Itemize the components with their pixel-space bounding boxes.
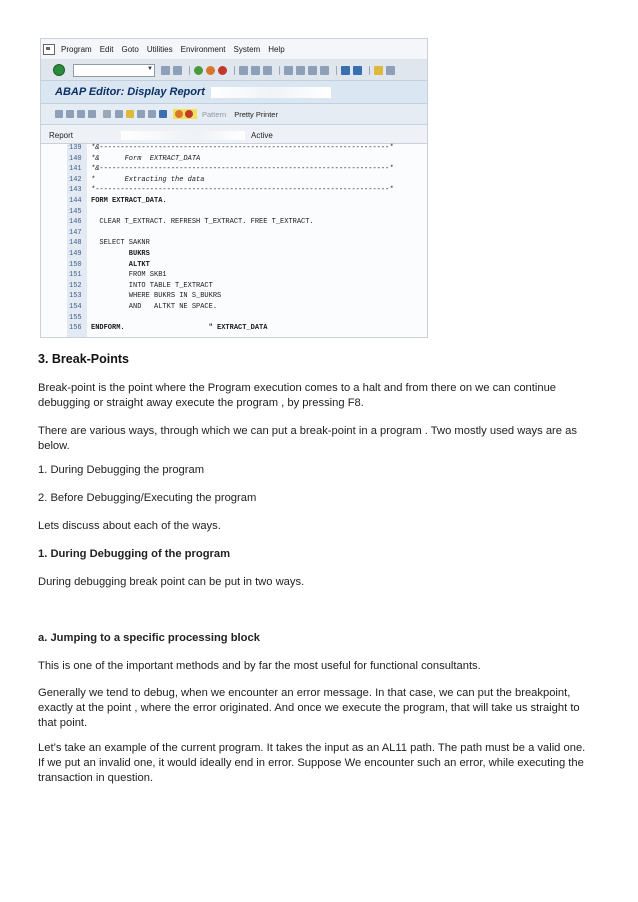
- screen-title: ABAP Editor: Display Report: [55, 86, 205, 98]
- code-line[interactable]: [41, 229, 427, 240]
- menu-edit[interactable]: Edit: [99, 44, 114, 54]
- line-number: 141: [67, 165, 87, 173]
- code-text: *& Form EXTRACT_DATA: [91, 154, 201, 163]
- report-status: Active: [251, 130, 273, 140]
- line-number: 148: [67, 239, 87, 247]
- paragraph-discuss: Lets discuss about each of the ways.: [38, 520, 221, 532]
- display-change-icon[interactable]: [55, 110, 63, 118]
- line-number: 139: [67, 144, 87, 152]
- next-page-icon[interactable]: [308, 66, 317, 75]
- help-icon[interactable]: [374, 66, 383, 75]
- list-item-before: 2. Before Debugging/Executing the program: [38, 492, 257, 504]
- code-line[interactable]: [41, 239, 427, 250]
- toolbar-separator: [369, 66, 370, 75]
- find-next-icon[interactable]: [263, 66, 272, 75]
- other-object-icon[interactable]: [66, 110, 74, 118]
- find-icon[interactable]: [251, 66, 260, 75]
- code-line[interactable]: [41, 282, 427, 293]
- subheading-jumping: a. Jumping to a specific processing block: [38, 632, 260, 644]
- first-page-icon[interactable]: [284, 66, 293, 75]
- where-used-icon[interactable]: [126, 110, 134, 118]
- code-line[interactable]: [41, 324, 427, 335]
- code-text: INTO TABLE T_EXTRACT: [91, 281, 213, 290]
- code-line[interactable]: [41, 176, 427, 187]
- line-number: 146: [67, 218, 87, 226]
- line-number: 149: [67, 250, 87, 258]
- check-icon[interactable]: [77, 110, 85, 118]
- code-line[interactable]: [41, 314, 427, 325]
- application-toolbar: [41, 104, 427, 125]
- code-text: *&---------------------------------------------------------------------*: [91, 165, 394, 174]
- code-line[interactable]: [41, 261, 427, 272]
- line-number: 155: [67, 314, 87, 322]
- code-text: BUKRS: [91, 249, 150, 258]
- paragraph-breakpoint-definition: Break-point is the point where the Program execution comes to a halt and from there on we can continue debugging or straight away execute the program , by pressing F8.: [38, 382, 557, 409]
- command-field[interactable]: [73, 64, 155, 77]
- activate-icon[interactable]: [88, 110, 96, 118]
- line-number: 153: [67, 292, 87, 300]
- toolbar-separator: [103, 110, 111, 118]
- paragraph-methods: This is one of the important methods and by far the most useful for functional consultants.: [38, 660, 481, 672]
- code-text: CLEAR T_EXTRACT. REFRESH T_EXTRACT. FREE T_EXTRACT.: [91, 218, 314, 227]
- paragraph-example: Let’s take an example of the current program. It takes the input as an AL11 path. The path must be a valid one. If we put an invalid one, it would ideally end in error. Suppose We encounter such an error, while executing the transaction in question.: [38, 742, 586, 784]
- menu-help[interactable]: Help: [268, 44, 285, 54]
- dropdown-icon[interactable]: ▼: [147, 65, 153, 72]
- code-line[interactable]: [41, 165, 427, 176]
- breakpoint-buttons: [173, 109, 197, 119]
- code-line[interactable]: [41, 218, 427, 229]
- external-breakpoint-icon[interactable]: [185, 110, 193, 118]
- code-editor[interactable]: [41, 143, 427, 338]
- line-number: 144: [67, 197, 87, 205]
- shortcut-icon[interactable]: [353, 66, 362, 75]
- code-line[interactable]: [41, 144, 427, 155]
- menu-logo-icon[interactable]: [43, 44, 55, 55]
- code-line[interactable]: [41, 197, 427, 208]
- code-text: SELECT SAKNR: [91, 239, 150, 248]
- back-icon[interactable]: [161, 66, 170, 75]
- object-list-icon[interactable]: [137, 110, 145, 118]
- section-heading: 3. Break-Points: [38, 352, 130, 366]
- code-line[interactable]: [41, 292, 427, 303]
- toolbar-separator: [279, 66, 280, 75]
- save-icon[interactable]: [173, 66, 182, 75]
- line-number: 145: [67, 208, 87, 216]
- line-number: 143: [67, 186, 87, 194]
- line-number: 154: [67, 303, 87, 311]
- navigation-icon[interactable]: [148, 110, 156, 118]
- menu-program[interactable]: Program: [61, 44, 92, 54]
- prev-page-icon[interactable]: [296, 66, 305, 75]
- code-text: *&---------------------------------------------------------------------*: [91, 144, 394, 152]
- code-text: WHERE BUKRS IN S_BUKRS: [91, 292, 222, 301]
- code-line[interactable]: [41, 155, 427, 166]
- menu-bar: [41, 39, 427, 60]
- code-text: ALTKT: [91, 260, 150, 269]
- print-icon[interactable]: [239, 66, 248, 75]
- code-line[interactable]: [41, 208, 427, 219]
- subheading-during: 1. During Debugging of the program: [38, 548, 231, 560]
- code-text: *----------------------------------------------------------------------*: [91, 186, 394, 195]
- line-number: 152: [67, 282, 87, 290]
- menu-goto[interactable]: Goto: [121, 44, 139, 54]
- code-text: AND ALTKT NE SPACE.: [91, 302, 218, 311]
- standard-toolbar: [41, 60, 427, 81]
- paragraph-generally: Generally we tend to debug, when we encounter an error message. In that case, we can put the breakpoint, exactly at the point , where the error originated. And once we execute the program, that will take us straight to that point.: [38, 687, 580, 729]
- last-page-icon[interactable]: [320, 66, 329, 75]
- enter-icon[interactable]: [53, 64, 65, 76]
- code-text: ENDFORM. " EXTRACT_DATA: [91, 324, 268, 333]
- menu-environment[interactable]: Environment: [180, 44, 226, 54]
- code-text: FROM SKB1: [91, 271, 167, 280]
- test-icon[interactable]: [115, 110, 123, 118]
- new-session-icon[interactable]: [341, 66, 350, 75]
- title-bar: [41, 81, 427, 104]
- line-number: 150: [67, 261, 87, 269]
- line-number: 142: [67, 176, 87, 184]
- redacted-area: [211, 87, 331, 98]
- menu-system[interactable]: System: [233, 44, 261, 54]
- line-number: 151: [67, 271, 87, 279]
- list-item-during: 1. During Debugging the program: [38, 464, 205, 476]
- code-line[interactable]: [41, 186, 427, 197]
- report-name-redacted: [121, 131, 245, 140]
- cancel-icon[interactable]: [218, 66, 227, 75]
- paragraph-ways: There are various ways, through which we can put a break-point in a program . Two mostly used ways are as below.: [38, 425, 577, 452]
- line-number: 140: [67, 155, 87, 163]
- sap-screenshot: [40, 38, 428, 338]
- info-icon[interactable]: [159, 110, 167, 118]
- back-green-icon[interactable]: [194, 66, 203, 75]
- toolbar-separator: [234, 66, 235, 75]
- code-line[interactable]: [41, 303, 427, 314]
- menu-utilities[interactable]: Utilities: [146, 44, 173, 54]
- layout-icon[interactable]: [386, 66, 395, 75]
- pattern-button[interactable]: Pattern: [202, 109, 227, 119]
- toolbar-separator: [336, 66, 337, 75]
- line-number: 156: [67, 324, 87, 332]
- exit-icon[interactable]: [206, 66, 215, 75]
- toolbar-separator: [189, 66, 190, 75]
- line-number: 147: [67, 229, 87, 237]
- code-line[interactable]: [41, 271, 427, 282]
- code-text: FORM EXTRACT_DATA.: [91, 196, 167, 205]
- session-breakpoint-icon[interactable]: [175, 110, 183, 118]
- report-row: [41, 125, 427, 145]
- code-line[interactable]: [41, 250, 427, 261]
- code-text: * Extracting the data: [91, 175, 205, 184]
- paragraph-two-ways: During debugging break point can be put in two ways.: [38, 576, 305, 588]
- report-label: Report: [49, 130, 74, 140]
- pretty-printer-button[interactable]: Pretty Printer: [234, 109, 278, 119]
